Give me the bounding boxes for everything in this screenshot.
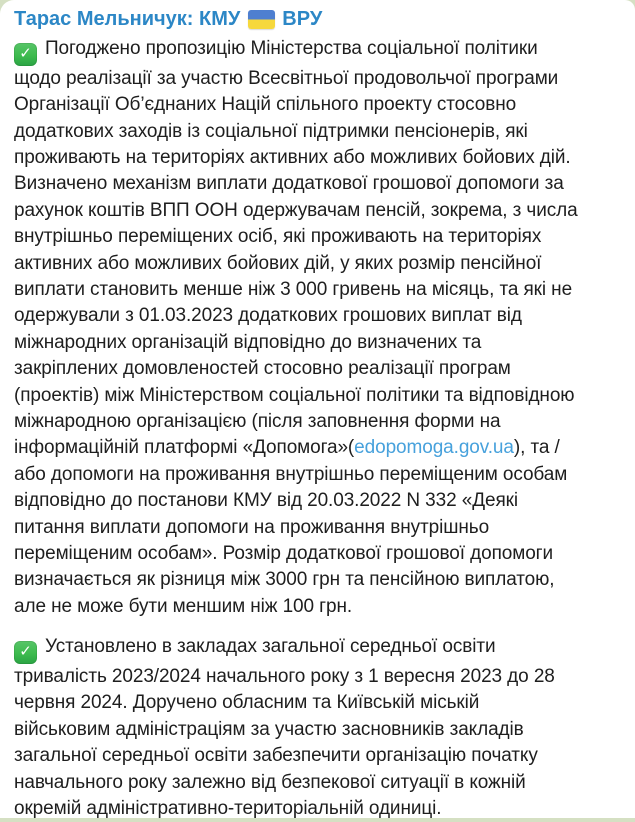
message-text-segment: міжнародних організацій відповідно до визначених та [14,331,482,353]
message-line [14,515,621,541]
message-line [14,303,621,329]
message-text-segment: (проектів) між Міністерством соціальної політики та відповідною [14,384,575,406]
message-paragraph [14,36,621,620]
message-text-segment: Погоджено пропозицію Міністерства соціальної політики [45,38,538,59]
message-text-segment: рахунок коштів ВПП ООН одержувачам пенсій, зокрема, з числа [14,199,578,221]
message-text-segment: виплати становить менше ніж 3 000 гривень на місяць, та які не [14,278,573,300]
message-line [14,743,621,769]
message-line [14,356,621,382]
message-text-segment: окремій адміністративно-територіальній одиниці. [14,797,442,819]
message-line [14,36,621,66]
channel-title[interactable] [14,7,621,31]
message-text-segment: Установлено в закладах загальної середньої освіти [45,636,496,658]
message-text-segment: відповідно до постанови КМУ від 20.03.2022 N 332 «Деякі [14,490,518,512]
message-line [14,66,621,92]
message-line [14,796,621,822]
ukraine-flag-icon [248,10,275,29]
message-line [14,119,621,145]
channel-name-prefix: Тарас Мельничук: КМУ [14,8,241,30]
message-line [14,634,621,664]
message-line [14,488,621,514]
message-text-segment: ), та / [513,437,560,459]
message-line [14,770,621,796]
message-line [14,145,621,171]
message-text-segment: одержували з 01.03.2023 додаткових грошових виплат від [14,305,522,327]
message-line [14,277,621,303]
message-line [14,171,621,197]
message-line [14,251,621,277]
message-text-segment: Організації Об’єднаних Націй спільного проекту стосовно [14,94,517,116]
message-text-segment: Визначено механізм виплати додаткової грошової допомоги за [14,173,564,195]
message-text-segment: тривалість 2023/2024 начального року з 1 вересня 2023 до 28 [14,665,555,687]
channel-name-suffix: ВРУ [282,8,323,30]
message-text-segment: або допомоги на проживання внутрішньо переміщеним особам [14,463,568,485]
message-text-segment: міжнародною організацією (після заповнення форми на [14,410,501,432]
message-text-segment: навчального року залежно від безпекової ситуації в кожній [14,771,526,793]
message-line [14,383,621,409]
message-line [14,690,621,716]
message-line [14,409,621,435]
message-text-segment: переміщеним особам». Розмір додаткової грошової допомоги [14,543,554,565]
message-line [14,541,621,567]
message-text-segment: проживають на територіях активних або можливих бойових дій. [14,146,571,168]
message-line [14,462,621,488]
message-text-segment: питання виплати допомоги на проживання внутрішньо [14,516,490,538]
message-line [14,567,621,593]
message-text-segment: внутрішньо переміщених осіб, які проживають на територіях [14,226,542,248]
message-line [14,664,621,690]
message-text-segment: додаткових заходів із соціальної підтримки пенсіонерів, які [14,120,528,142]
message-text-segment: загальної середньої освіти забезпечити організацію початку [14,745,538,767]
message-paragraph [14,634,621,822]
message-text-segment: інформаційній платформі «Допомога»( [14,437,355,459]
message-text-segment: червня 2024. Доручено обласним та Київській міській [14,692,480,714]
message-text-segment: визначається як різниця між 3000 грн та пенсійною виплатою, [14,569,555,591]
message-line [14,92,621,118]
message-text-segment: активних або можливих бойових дій, у яких розмір пенсійної [14,252,542,274]
message-text-segment: щодо реалізації за участю Всесвітньої продовольчої програми [14,67,559,89]
check-mark-icon: ✓ [14,43,37,66]
message-line [14,330,621,356]
message-text [14,36,621,822]
message-text-segment: але не може бути меншим ніж 100 грн. [14,595,353,617]
edopomoga-link[interactable]: edopomoga.gov.ua [354,437,514,459]
message-text-segment: військовим адміністраціям за участю засновників закладів [14,718,524,740]
message-line [14,224,621,250]
message-text-segment: закріплених домовленостей стосовно реалізації програм [14,358,511,380]
message-line [14,717,621,743]
message-line [14,594,621,620]
message-line [14,198,621,224]
message-line [14,435,621,461]
check-mark-icon: ✓ [14,641,37,664]
